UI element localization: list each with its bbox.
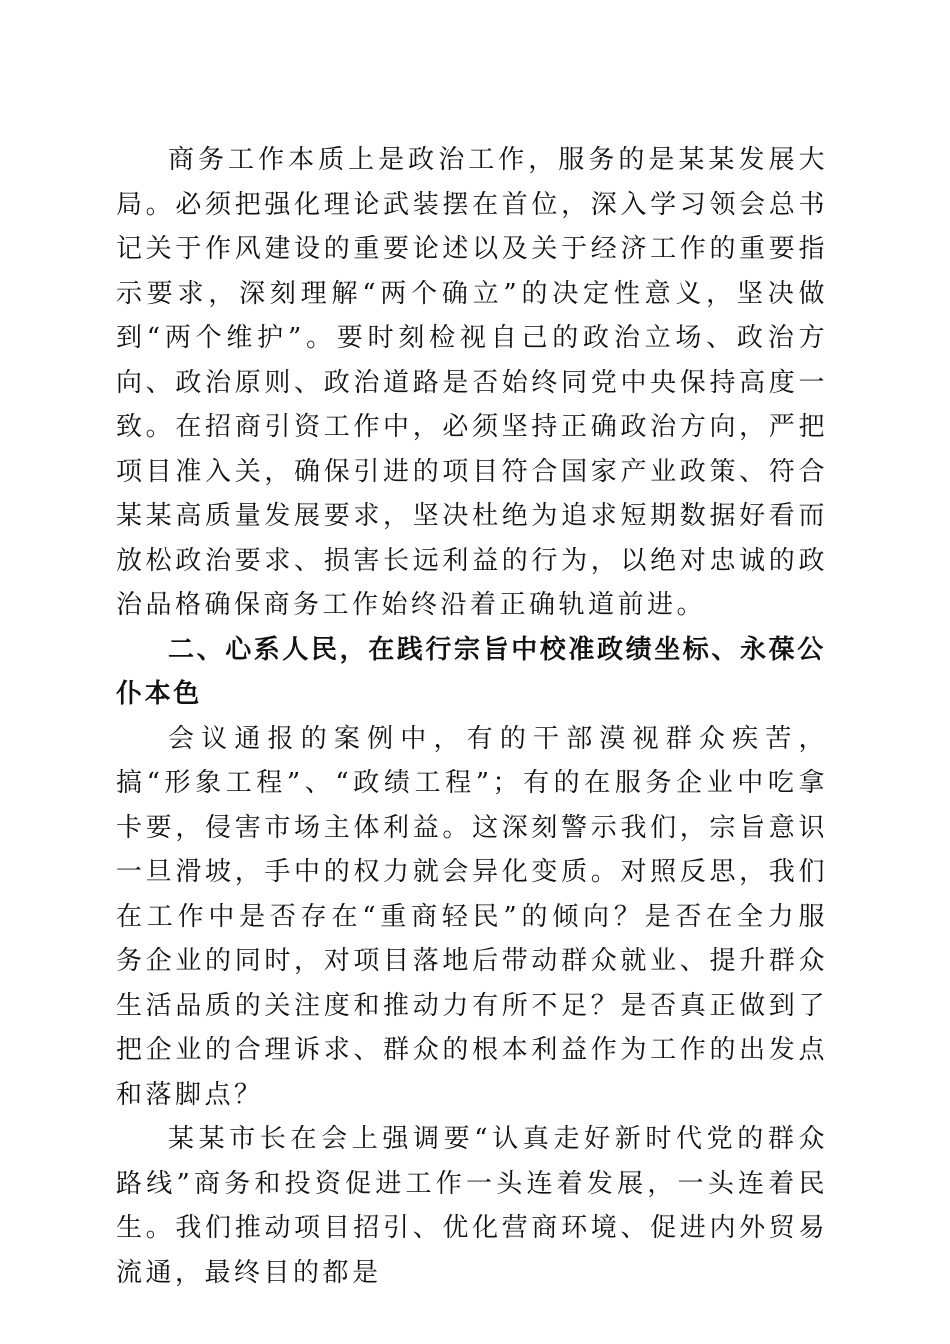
paragraph-political-work: 商务工作本质上是政治工作，服务的是某某发展大局。必须把强化理论武装摆在首位，深入学习领会总书记关于作风建设的重要论述以及关于经济工作的重要指示要求，深刻理解“两个确立”的决定性意义，坚决做到“两个维护”。要时刻检视自己的政治立场、政治方向、政治原则、政治道路是否始终同党中央保持高度一致。在招商引资工作中，必须坚持正确政治方向，严把项目准入关，确保引进的项目符合国家产业政策、符合某某高质量发展要求，坚决杜绝为追求短期数据好看而放松政治要求、损害长远利益的行为，以绝对忠诚的政治品格确保商务工作始终沿着正确轨道前进。 bbox=[116, 145, 828, 620]
paragraph-mayor-remarks: 某某市长在会上强调要“认真走好新时代党的群众路线”商务和投资促进工作一头连着发展，一头连着民生。我们推动项目招引、优化营商环境、促进内外贸易流通，最终目的都是 bbox=[116, 1124, 828, 1288]
paragraph-meeting-cases: 会议通报的案例中，有的干部漠视群众疾苦，搞“形象工程”、“政绩工程”；有的在服务企业中吃拿卡要，侵害市场主体利益。这深刻警示我们，宗旨意识一旦滑坡，手中的权力就会异化变质。对照反思，我们在工作中是否存在“重商轻民”的倾向？是否在全力服务企业的同时，对项目落地后带动群众就业、提升群众生活品质的关注度和推动力有所不足？是否真正做到了把企业的合理诉求、群众的根本利益作为工作的出发点和落脚点？ bbox=[116, 723, 828, 1110]
document-body bbox=[116, 138, 828, 1295]
section-heading-two: 二、心系人民，在践行宗旨中校准政绩坐标、永葆公仆本色 bbox=[116, 634, 826, 709]
